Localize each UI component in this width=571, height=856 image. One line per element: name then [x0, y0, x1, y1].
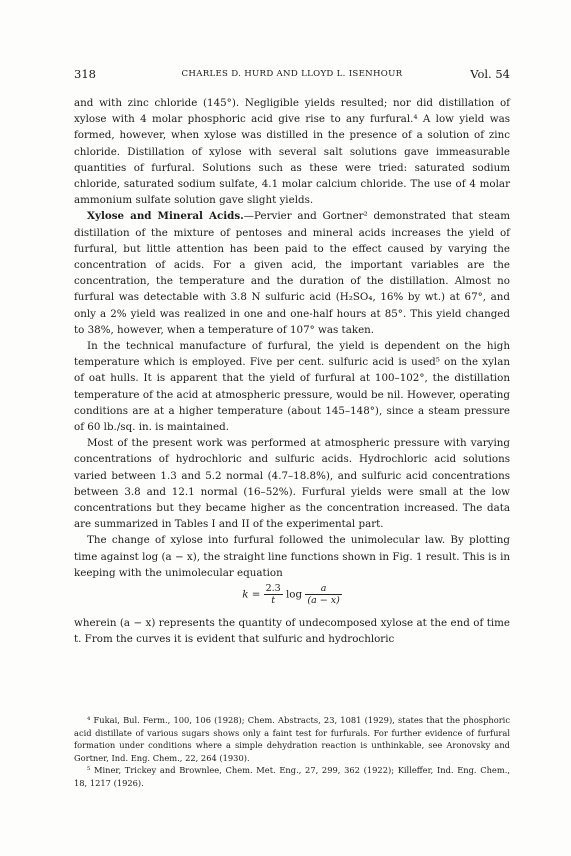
volume-label: Vol. 54	[470, 67, 510, 81]
equation-lhs: k =	[242, 588, 261, 601]
running-title: CHARLES D. HURD AND LLOYD L. ISENHOUR	[181, 69, 403, 79]
page-number: 318	[74, 67, 96, 81]
footnote-5: ⁵ Miner, Trickey and Brownlee, Chem. Met. Eng., 27, 299, 362 (1922); Killeffer, Ind. Eng. Chem., 18, 1217 (1926).	[74, 765, 510, 788]
section-heading: Xylose and Mineral Acids.	[87, 210, 244, 223]
paragraph-section-xylose-mineral-acids	[74, 208, 510, 338]
argument-numerator: a	[305, 583, 341, 595]
coefficient-denominator: t	[271, 595, 276, 607]
coefficient-numerator: 2.3	[265, 583, 281, 595]
paragraph: wherein (a − x) represents the quantity of undecomposed xylose at the end of time t. From the curves it is evident that sulfuric and hydrochloric	[74, 617, 510, 646]
paragraph-text: —Pervier and Gortner² demonstrated that steam distillation of the mixture of pentoses and mineral acids increases the yield of furfural, but little attention has been paid to the effect caused by varying the concentration of acids. For a given acid, the important variables are the concentration, the temperature and the duration of the distillation. Almost no furfural was detectable with 3.8 N sulfuric acid (H₂SO₄, 16% by wt.) at 67°, and only a 2% yield was realized in one and one-half hours at 85°. This yield changed to 38%, however, when a temperature of 107° was taken.	[74, 210, 510, 336]
footnotes	[74, 714, 510, 790]
paragraph: The change of xylose into furfural followed the unimolecular law. By plotting time against log (a − x), the straight line functions shown in Fig. 1 result. This is in keeping with the unimolecular equation	[74, 534, 510, 579]
equation-argument	[305, 583, 341, 606]
footnote-4: ⁴ Fukai, Bul. Ferm., 100, 106 (1928); Chem. Abstracts, 23, 1081 (1929), states that the phosphoric acid distillate of various sugars shows only a faint test for furfurals. For further evidence of furfural formation under conditions where a simple dehydration reaction is unthinkable, see Aronovsky and Gortner, Ind. Eng. Chem., 22, 264 (1930).	[74, 715, 510, 763]
paragraph: and with zinc chloride (145°). Negligible yields resulted; nor did distillation of xylose with 4 molar phosphoric acid give rise to any furfural.⁴ A low yield was formed, however, when xylose was distilled in the presence of a solution of zinc chloride. Distillation of xylose with several salt solutions gave immeasurable quantities of furfural. Solutions such as these were tried: saturated sodium chloride, saturated sodium sulfate, 4.1 molar calcium chloride. The use of 4 molar ammonium sulfate solution gave slight yields.	[74, 97, 510, 207]
equation-log: log	[286, 588, 303, 601]
paragraph: In the technical manufacture of furfural, the yield is dependent on the high temperature which is employed. Five per cent. sulfuric acid is used⁵ on the xylan of oat hulls. It is apparent that the yield of furfural at 100–102°, the distillation temperature of the acid at atmospheric pressure, would be nil. However, operating conditions are at a higher temperature (about 145–148°), since a steam pressure of 60 lb./sq. in. is maintained.	[74, 340, 510, 434]
argument-denominator: (a − x)	[307, 595, 340, 607]
equation-coefficient	[264, 583, 283, 606]
page-header	[74, 67, 510, 83]
paragraph: Most of the present work was performed at atmospheric pressure with varying concentrations of hydrochloric and sulfuric acids. Hydrochloric acid solutions varied between 1.3 and 5.2 normal (4.7–18.8%), and sulfuric acid concentrations between 3.8 and 12.1 normal (16–52%). Furfural yields were small at the low concentrations but they became higher as the concentration increased. The data are summarized in Tables I and II of the experimental part.	[74, 437, 510, 531]
unimolecular-equation	[74, 583, 510, 611]
article-body	[74, 95, 510, 648]
